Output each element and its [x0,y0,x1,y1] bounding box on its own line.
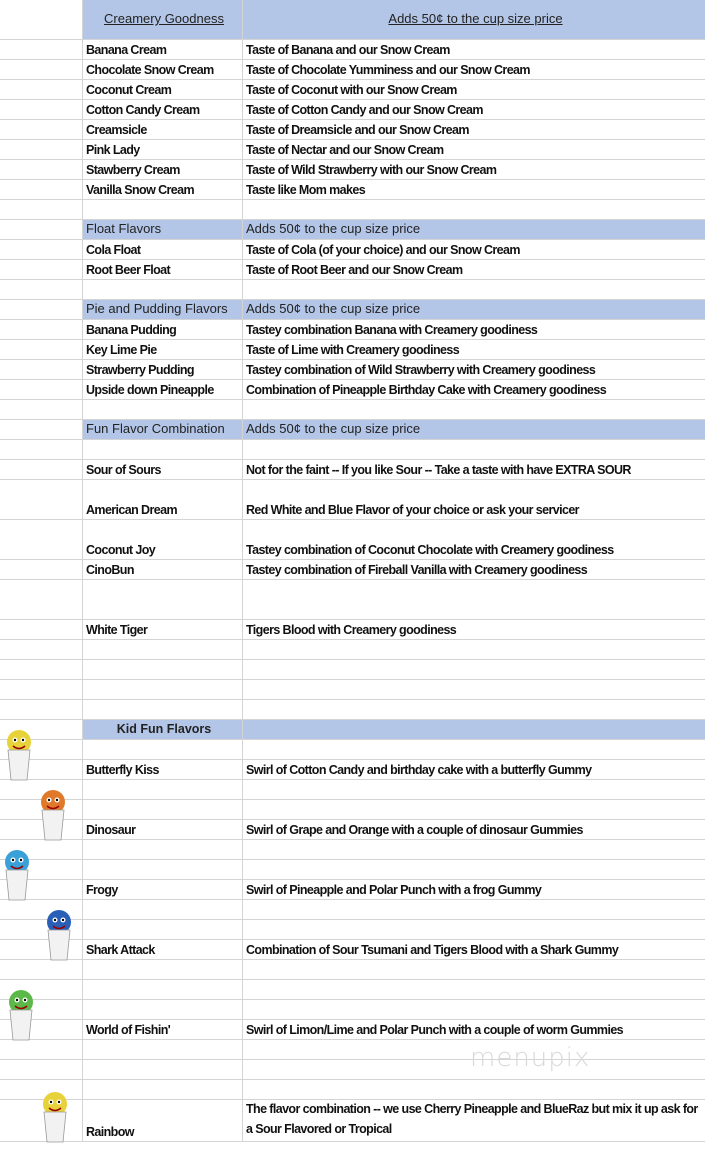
row-label-cell[interactable] [0,360,83,379]
menu-item-row [0,160,705,180]
flavor-name[interactable] [83,380,243,399]
flavor-description[interactable] [243,560,705,579]
empty-row [0,200,705,220]
menu-item-row [0,360,705,380]
flavor-name-text: Coconut Cream [86,83,172,97]
flavor-name[interactable] [83,40,243,59]
row-label-cell[interactable] [0,640,83,659]
row-label-cell[interactable] [0,260,83,279]
flavor-name-text: American Dream [86,503,177,517]
flavor-description-text: Taste of Root Beer and our Snow Cream [246,263,463,277]
flavor-description-text: Taste of Lime with Creamery goodiness [246,343,460,357]
flavor-name-text: Sour of Sours [86,463,161,477]
flavor-description[interactable] [243,40,705,59]
row-label-cell[interactable] [0,220,83,239]
row-label-cell[interactable] [0,0,83,39]
row-label-cell[interactable] [0,40,83,59]
empty-row [0,1040,705,1060]
section-title-text: Pie and Pudding Flavors [86,301,228,316]
empty-cell[interactable] [243,900,705,919]
empty-cell[interactable] [243,400,705,419]
menu-item-row [0,260,705,280]
flavor-description-text: The flavor combination -- we use Cherry Pineapple and BlueRaz but mix it up ask for a Sour Flavored or Tropical [246,1102,698,1136]
flavor-description[interactable] [243,620,705,639]
flavor-name[interactable] [83,140,243,159]
menu-item-row [0,60,705,80]
menu-item-row [0,460,705,480]
empty-cell[interactable] [83,660,243,679]
flavor-description-text: Taste of Dreamsicle and our Snow Cream [246,123,469,137]
menupix-watermark: menupix [470,1043,591,1073]
flavor-description-text: Tastey combination of Coconut Chocolate with Creamery goodiness [246,543,614,557]
empty-cell[interactable] [83,980,243,999]
flavor-description-text: Tigers Blood with Creamery goodiness [246,623,457,637]
empty-cell[interactable] [83,1080,243,1099]
empty-cell[interactable] [243,720,705,739]
flavor-name[interactable] [83,1100,243,1141]
row-label-cell[interactable] [0,60,83,79]
empty-row [0,1060,705,1080]
empty-row [0,700,705,720]
flavor-name-text: Creamsicle [86,123,147,137]
flavor-name-text: Cotton Candy Cream [86,103,200,117]
empty-cell[interactable] [243,200,705,219]
flavor-description-text: Swirl of Pineapple and Polar Punch with a frog Gummy [246,883,542,897]
section-note[interactable] [243,420,705,439]
flavor-description-text: Swirl of Limon/Lime and Polar Punch with a couple of worm Gummies [246,1023,624,1037]
empty-cell[interactable] [243,780,705,799]
section-header [0,420,705,440]
empty-cell[interactable] [243,680,705,699]
empty-cell[interactable] [243,440,705,459]
row-label-cell[interactable] [0,320,83,339]
menu-item-row [0,560,705,580]
flavor-description-text: Taste of Cotton Candy and our Snow Cream [246,103,483,117]
flavor-description[interactable] [243,320,705,339]
flavor-description-text: Not for the faint -- If you like Sour -- Take a taste with have EXTRA SOUR [246,463,631,477]
empty-cell[interactable] [83,400,243,419]
flavor-name[interactable] [83,320,243,339]
flavor-description[interactable] [243,760,705,779]
flavor-name[interactable] [83,60,243,79]
flavor-description[interactable] [243,120,705,139]
row-label-cell[interactable] [0,180,83,199]
flavor-name-text: Root Beer Float [86,263,171,277]
menu-item-row [0,820,705,840]
section-title-text: Creamery Goodness [104,11,224,26]
row-label-cell[interactable] [0,700,83,719]
menu-item-row [0,340,705,360]
row-label-cell[interactable] [0,520,83,559]
flavor-description[interactable] [243,820,705,839]
flavor-description[interactable] [243,60,705,79]
flavor-description-text: Swirl of Cotton Candy and birthday cake with a butterfly Gummy [246,763,592,777]
empty-cell[interactable] [243,980,705,999]
menu-item-row [0,240,705,260]
section-title[interactable] [83,300,243,319]
menu-item-row [0,480,705,520]
flavor-name-text: White Tiger [86,623,148,637]
empty-cell[interactable] [83,900,243,919]
flavor-description[interactable] [243,180,705,199]
flavor-name-text: Pink Lady [86,143,140,157]
section-note-text: Adds 50¢ to the cup size price [388,11,563,26]
empty-cell[interactable] [243,1000,705,1019]
flavor-name[interactable] [83,260,243,279]
section-note[interactable] [243,300,705,319]
flavor-name[interactable] [83,1020,243,1039]
row-label-cell[interactable] [0,580,83,619]
snow-cone-cup-icon [4,728,34,787]
menu-item-row [0,760,705,780]
flavor-description[interactable] [243,80,705,99]
empty-row [0,840,705,860]
row-label-cell[interactable] [0,400,83,419]
section-note-text: Adds 50¢ to the cup size price [246,421,421,436]
empty-row [0,1000,705,1020]
section-note-text: Adds 50¢ to the cup size price [246,301,421,316]
snow-cone-cup-icon [38,788,68,847]
flavor-name-text: CinoBun [86,563,134,577]
row-label-cell[interactable] [0,460,83,479]
flavor-description[interactable] [243,880,705,899]
flavor-description-text: Taste of Wild Strawberry with our Snow Cream [246,163,497,177]
menu-item-row [0,620,705,640]
empty-row [0,740,705,760]
empty-row [0,580,705,620]
flavor-description-text: Taste of Banana and our Snow Cream [246,43,450,57]
empty-cell[interactable] [83,960,243,979]
menu-item-row [0,180,705,200]
empty-cell[interactable] [83,440,243,459]
flavor-name[interactable] [83,480,243,519]
flavor-description-text: Swirl of Grape and Orange with a couple of dinosaur Gummies [246,823,583,837]
row-label-cell[interactable] [0,280,83,299]
section-title[interactable] [83,420,243,439]
menu-item-row [0,100,705,120]
empty-row [0,960,705,980]
row-label-cell[interactable] [0,300,83,319]
menu-item-row [0,1100,705,1142]
flavor-name-text: Vanilla Snow Cream [86,183,194,197]
empty-cell[interactable] [83,840,243,859]
flavor-name-text: Coconut Joy [86,543,156,557]
flavor-name[interactable] [83,360,243,379]
flavor-name-text: Stawberry Cream [86,163,180,177]
empty-cell[interactable] [83,580,243,619]
flavor-description[interactable] [243,460,705,479]
section-header [0,720,705,740]
empty-cell[interactable] [243,960,705,979]
empty-row [0,400,705,420]
flavor-description-text: Tastey combination Banana with Creamery goodiness [246,323,538,337]
flavor-description[interactable] [243,1100,705,1141]
row-label-cell[interactable] [0,440,83,459]
flavor-name[interactable] [83,80,243,99]
flavor-name[interactable] [83,880,243,899]
row-label-cell[interactable] [0,480,83,519]
empty-cell[interactable] [83,800,243,819]
flavor-description[interactable] [243,520,705,559]
flavor-description[interactable] [243,380,705,399]
flavor-name-text: Frogy [86,883,118,897]
empty-row [0,920,705,940]
section-title-text: Kid Fun Flavors [116,721,212,736]
flavor-name-text: Upside down Pineapple [86,383,214,397]
empty-row [0,640,705,660]
section-header [0,300,705,320]
empty-cell[interactable] [243,840,705,859]
flavor-description-text: Combination of Sour Tsumani and Tigers Blood with a Shark Gummy [246,943,619,957]
flavor-name[interactable] [83,620,243,639]
flavor-name[interactable] [83,520,243,559]
menu-item-row [0,880,705,900]
empty-cell[interactable] [243,640,705,659]
empty-cell[interactable] [83,920,243,939]
flavor-description[interactable] [243,240,705,259]
empty-row [0,900,705,920]
flavor-name[interactable] [83,460,243,479]
flavor-name-text: Banana Cream [86,43,167,57]
empty-cell[interactable] [83,740,243,759]
section-note[interactable] [243,220,705,239]
flavor-name-text: Butterfly Kiss [86,763,159,777]
empty-row [0,280,705,300]
empty-cell[interactable] [243,740,705,759]
section-note-text: Adds 50¢ to the cup size price [246,221,421,236]
menu-item-row [0,940,705,960]
empty-cell[interactable] [83,1060,243,1079]
section-title[interactable] [83,720,243,739]
flavor-description[interactable] [243,260,705,279]
section-title-text: Float Flavors [86,221,162,236]
empty-cell[interactable] [83,1000,243,1019]
flavor-description-text: Taste of Nectar and our Snow Cream [246,143,444,157]
flavor-description[interactable] [243,140,705,159]
flavor-name[interactable] [83,560,243,579]
empty-row [0,860,705,880]
snow-cone-cup-icon [2,848,32,907]
menu-item-row [0,80,705,100]
empty-cell[interactable] [243,660,705,679]
row-label-cell[interactable] [0,80,83,99]
empty-cell[interactable] [83,680,243,699]
menu-item-row [0,40,705,60]
flavor-description-text: Tastey combination of Fireball Vanilla with Creamery goodiness [246,563,588,577]
section-title[interactable] [83,220,243,239]
flavor-name[interactable] [83,180,243,199]
flavor-name[interactable] [83,120,243,139]
empty-row [0,680,705,700]
section-title[interactable] [83,0,243,39]
flavor-description-text: Taste of Coconut with our Snow Cream [246,83,457,97]
flavor-description-text: Taste like Mom makes [246,183,366,197]
flavor-name[interactable] [83,820,243,839]
row-label-cell[interactable] [0,140,83,159]
flavor-name-text: Shark Attack [86,943,155,957]
flavor-name-text: World of Fishin' [86,1023,171,1037]
empty-cell[interactable] [243,800,705,819]
flavor-description[interactable] [243,1020,705,1039]
row-label-cell[interactable] [0,420,83,439]
section-title-text: Fun Flavor Combination [86,421,225,436]
section-header [0,0,705,40]
row-label-cell[interactable] [0,1060,83,1079]
flavor-name-text: Strawberry Pudding [86,363,194,377]
flavor-description-text: Taste of Chocolate Yumminess and our Snow Cream [246,63,530,77]
row-label-cell[interactable] [0,160,83,179]
empty-cell[interactable] [243,920,705,939]
flavor-description[interactable] [243,100,705,119]
flavor-description-text: Taste of Cola (of your choice) and our Snow Cream [246,243,520,257]
empty-cell[interactable] [83,1040,243,1059]
row-label-cell[interactable] [0,240,83,259]
menu-item-row [0,320,705,340]
row-label-cell[interactable] [0,380,83,399]
empty-cell[interactable] [243,1080,705,1099]
snow-cone-cup-icon [40,1090,70,1149]
empty-row [0,1080,705,1100]
menu-item-row [0,1020,705,1040]
snow-cone-cup-icon [44,908,74,967]
flavor-description[interactable] [243,480,705,519]
row-label-cell[interactable] [0,560,83,579]
flavor-name-text: Cola Float [86,243,141,257]
empty-cell[interactable] [83,780,243,799]
row-label-cell[interactable] [0,340,83,359]
empty-cell[interactable] [83,200,243,219]
flavor-description-text: Combination of Pineapple Birthday Cake with Creamery goodiness [246,383,607,397]
flavor-description-text: Tastey combination of Wild Strawberry with Creamery goodiness [246,363,596,377]
row-label-cell[interactable] [0,680,83,699]
flavor-name[interactable] [83,940,243,959]
row-label-cell[interactable] [0,100,83,119]
flavor-name[interactable] [83,160,243,179]
menu-item-row [0,120,705,140]
empty-row [0,780,705,800]
empty-row [0,440,705,460]
flavor-description[interactable] [243,360,705,379]
empty-cell[interactable] [243,580,705,619]
section-note[interactable] [243,0,705,39]
flavor-description[interactable] [243,340,705,359]
empty-cell[interactable] [83,700,243,719]
flavor-name-text: Rainbow [86,1125,134,1139]
empty-cell[interactable] [83,860,243,879]
flavor-name[interactable] [83,340,243,359]
row-label-cell[interactable] [0,620,83,639]
flavor-name[interactable] [83,240,243,259]
empty-cell[interactable] [243,700,705,719]
menu-item-row [0,520,705,560]
flavor-description[interactable] [243,940,705,959]
empty-cell[interactable] [243,280,705,299]
flavor-name-text: Key Lime Pie [86,343,157,357]
flavor-name-text: Dinosaur [86,823,136,837]
row-label-cell[interactable] [0,660,83,679]
flavor-description-text: Red White and Blue Flavor of your choice or ask your servicer [246,503,579,517]
flavor-name-text: Chocolate Snow Cream [86,63,214,77]
empty-cell[interactable] [243,860,705,879]
snow-cone-cup-icon [6,988,36,1047]
row-label-cell[interactable] [0,120,83,139]
flavor-name[interactable] [83,760,243,779]
section-header [0,220,705,240]
empty-row [0,800,705,820]
row-label-cell[interactable] [0,200,83,219]
empty-cell[interactable] [83,640,243,659]
menu-item-row [0,140,705,160]
empty-cell[interactable] [83,280,243,299]
flavor-name[interactable] [83,100,243,119]
flavor-description[interactable] [243,160,705,179]
empty-row [0,660,705,680]
menu-item-row [0,380,705,400]
empty-row [0,980,705,1000]
flavor-name-text: Banana Pudding [86,323,177,337]
